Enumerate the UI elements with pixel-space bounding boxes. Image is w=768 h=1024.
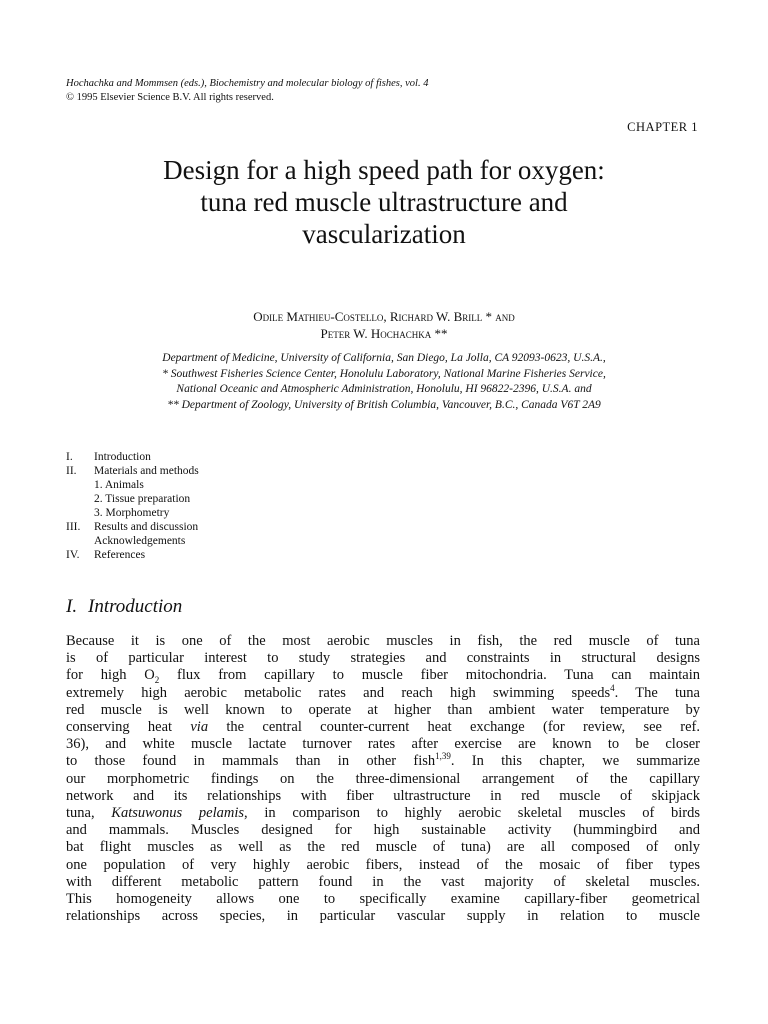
toc-item xyxy=(66,520,199,534)
table-of-contents xyxy=(66,450,199,562)
source-citation xyxy=(66,77,428,105)
affiliation-3: National Oceanic and Atmospheric Administration, Honolulu, HI 96822-2396, U.S.A. and xyxy=(176,383,592,395)
toc-item xyxy=(66,506,199,520)
authors-line-1: Odile Mathieu-Costello, Richard W. Brill * and xyxy=(253,309,515,324)
toc-item xyxy=(66,534,199,548)
authors-line-2: Peter W. Hochachka ** xyxy=(320,326,448,341)
toc-label: 2. Tissue preparation xyxy=(94,493,191,505)
body-line: one population of very highly aerobic fibers, instead of the mosaic of fiber types xyxy=(66,856,700,873)
toc-label: 1. Animals xyxy=(94,479,144,491)
body-line: conserving heat via the central counter-current heat exchange (for review, see ref. xyxy=(66,719,700,736)
body-line: with different metabolic pattern found in the vast majority of skeletal muscles. xyxy=(66,873,700,890)
body-line: for high $O_2$ flux from capillary to muscle fiber mitochondria. Tuna can maintain xyxy=(66,667,700,686)
toc-label: References xyxy=(94,549,146,561)
body-line: Because it is one of the most aerobic muscles in fish, the red muscle of tuna xyxy=(66,633,700,649)
toc-item xyxy=(66,492,199,506)
affiliations xyxy=(66,351,702,413)
section-number: I. xyxy=(66,596,78,617)
title-line-3: vascularization xyxy=(302,219,466,249)
section-heading xyxy=(66,596,182,618)
title-line-2: tuna red muscle ultrastructure and xyxy=(200,187,568,217)
body-line: and mammals. Muscles designed for high sustainable activity (hummingbird and xyxy=(66,822,700,839)
toc-item xyxy=(66,464,199,478)
toc-label: Materials and methods xyxy=(94,465,199,477)
chapter-label: CHAPTER 1 xyxy=(627,120,698,134)
body-line: relationships across species, in particular vascular supply in relation to muscle xyxy=(66,908,700,925)
toc-label: 3. Morphometry xyxy=(94,507,170,519)
body-line: extremely high aerobic metabolic rates and reach high swimming speeds$^4$. The tuna xyxy=(66,682,700,701)
toc-label: Acknowledgements xyxy=(94,535,186,547)
body-line: to those found in mammals than in other fish$^{1,39}$. In this chapter, we summarize xyxy=(66,751,700,770)
toc-num: III. xyxy=(66,521,81,533)
body-line: tuna, Katsuwonus pelamis, in comparison to highly aerobic skeletal muscles of birds xyxy=(66,805,700,822)
authors xyxy=(66,308,702,342)
toc-item xyxy=(66,478,199,492)
body-line: is of particular interest to study strategies and constraints in structural designs xyxy=(66,650,700,667)
body-line: our morphometric findings on the three-dimensional arrangement of the capillary xyxy=(66,770,700,787)
body-line: This homogeneity allows one to specifically examine capillary-fiber geometrical xyxy=(66,891,700,908)
body-paragraph xyxy=(66,633,700,925)
toc-item xyxy=(66,548,199,562)
copyright-line: © 1995 Elsevier Science B.V. All rights reserved. xyxy=(66,92,274,103)
affiliation-1: Department of Medicine, University of California, San Diego, La Jolla, CA 92093-0623, U.S.A., xyxy=(162,352,606,364)
toc-label: Introduction xyxy=(94,451,151,463)
section-title: Introduction xyxy=(88,596,183,617)
toc-num: I. xyxy=(66,451,73,463)
toc-label: Results and discussion xyxy=(94,521,199,533)
source-line-1: Hochachka and Mommsen (eds.), Biochemistry and molecular biology of fishes, vol. 4 xyxy=(66,78,429,89)
toc-num: IV. xyxy=(66,549,80,561)
toc-num: II. xyxy=(66,465,77,477)
toc-item xyxy=(66,450,199,464)
affiliation-2: * Southwest Fisheries Science Center, Honolulu Laboratory, National Marine Fisheries Service, xyxy=(162,367,606,380)
body-line: red muscle is well known to operate at higher than ambient water temperature by xyxy=(66,701,700,718)
affiliation-4: ** Department of Zoology, University of British Columbia, Vancouver, B.C., Canada V6T 2A9 xyxy=(167,398,601,411)
title-line-1: Design for a high speed path for oxygen: xyxy=(163,155,605,185)
paper-title xyxy=(66,154,702,250)
body-line: bat flight muscles as well as the red muscle of tuna) are all composed of only xyxy=(66,839,700,856)
body-line: 36), and white muscle lactate turnover rates after exercise are known to be closer xyxy=(66,736,700,753)
body-line: network and its relationships with fiber ultrastructure in red muscle of skipjack xyxy=(66,787,700,804)
